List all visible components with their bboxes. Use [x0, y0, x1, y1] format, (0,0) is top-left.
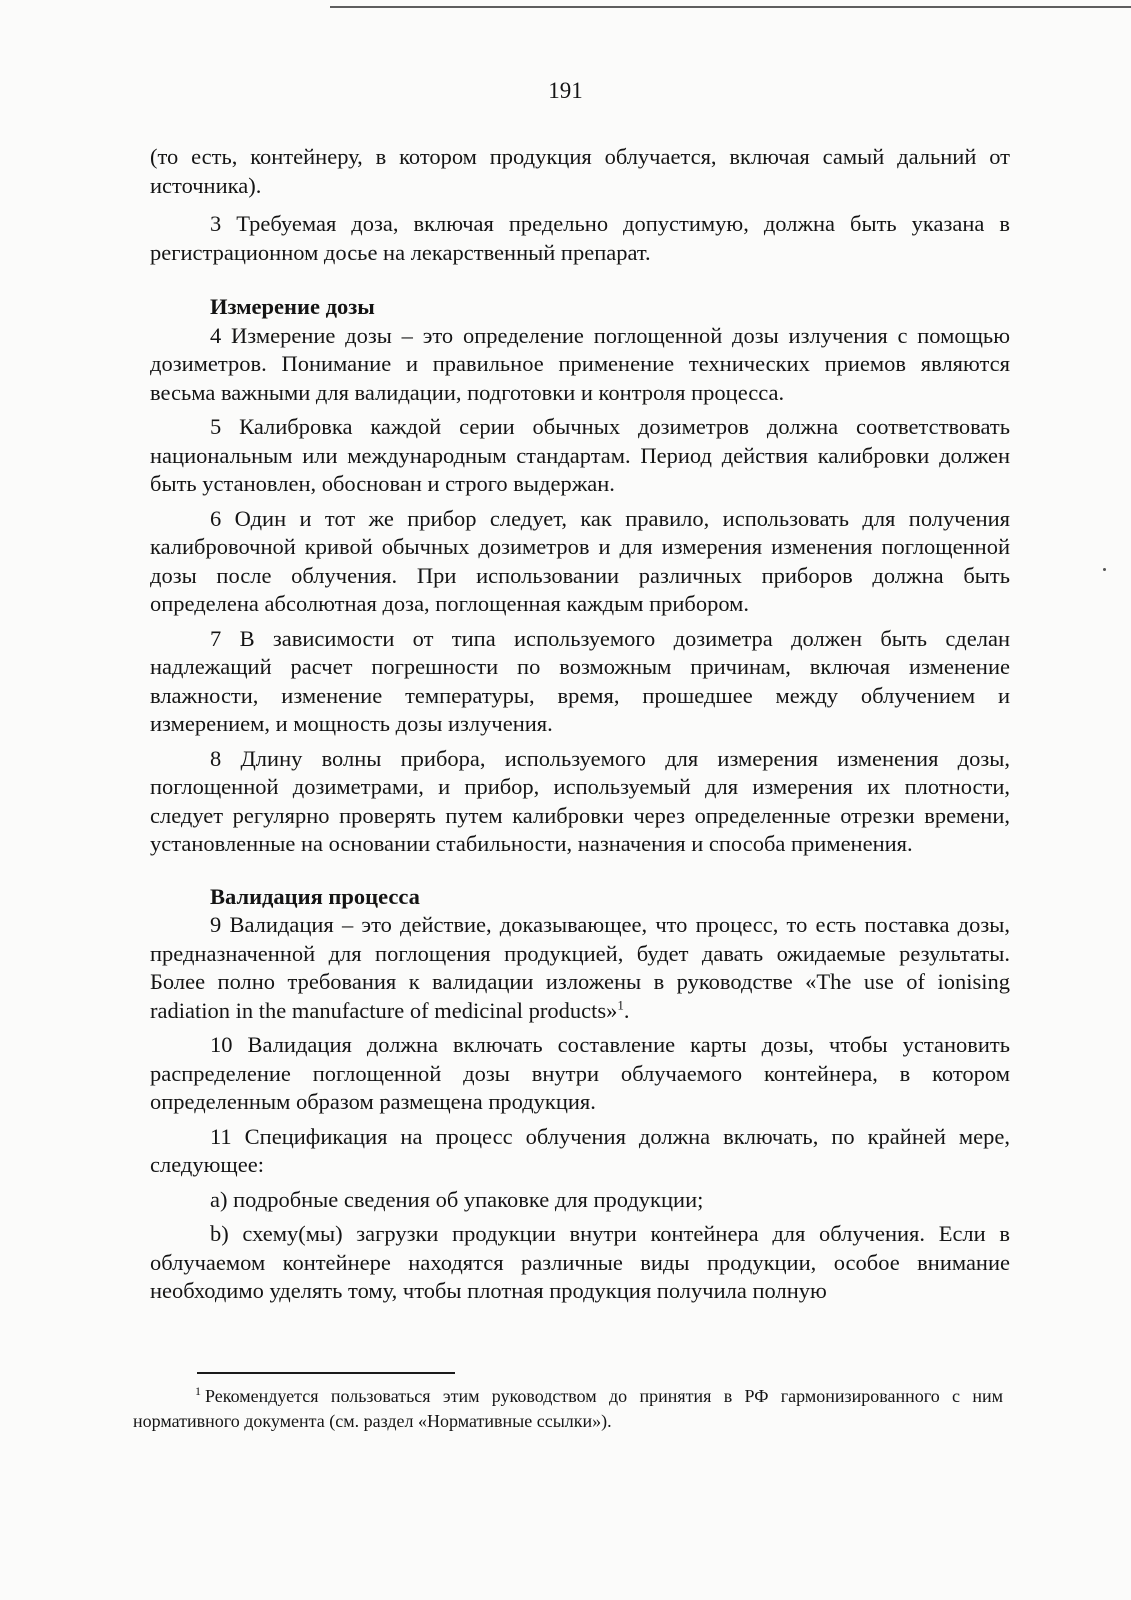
paragraph-8: 8 Длину волны прибора, используемого для измерения изменения дозы, поглощенной дозиметрами, и прибор, используемый для измерения их плотности, следует регулярно проверять путем калибровки через определенные отрезки времени, установленные на основании стабильности, назначения и способа применения. — [150, 745, 1010, 856]
footnote — [133, 1384, 1003, 1434]
page-number: 191 — [548, 78, 583, 103]
top-border-line — [330, 6, 1131, 8]
paragraph-9 — [150, 911, 1010, 1025]
footnote-reference: 1 — [617, 997, 624, 1012]
paragraph-5: 5 Калибровка каждой серии обычных дозиметров должна соответствовать национальным или международным стандартам. Период действия калибровки должен быть установлен, обоснован и строго выдержан. — [150, 414, 1010, 496]
paragraph-3: 3 Требуемая доза, включая предельно допустимую, должна быть указана в регистрационном досье на лекарственный препарат. — [150, 211, 1010, 265]
paragraph-9-end: . — [623, 997, 630, 1023]
paragraph-11: 11 Спецификация на процесс облучения должна включать, по крайней мере, следующее: — [150, 1123, 1010, 1177]
paragraph-9-text: 9 Валидация – это действие, доказывающее, что процесс, то есть поставка дозы, предназначенной для поглощения продукцией, будет давать ожидаемые результаты. Более полно требования к валидации изложены в руководстве «The use of ionising radiation in the manufacture of medicinal products» — [150, 912, 1010, 1023]
paragraph-4: 4 Измерение дозы – это определение поглощенной дозы излучения с помощью дозиметров. Понимание и правильное применение технических приемов являются весьма важными для валидации, подготовки и контроля процесса. — [150, 322, 1010, 405]
list-item-a: а) подробные сведения об упаковке для продукции; — [210, 1186, 704, 1212]
scan-speck — [1103, 568, 1106, 571]
heading-process-validation: Валидация процесса — [210, 883, 420, 909]
paragraph-continuation: (то есть, контейнеру, в котором продукция облучается, включая самый дальний от источника). — [150, 144, 1010, 198]
list-item-b: b) схему(мы) загрузки продукции внутри контейнера для облучения. Если в облучаемом контейнере находятся различные виды продукции, особое внимание необходимо уделять тому, чтобы плотная продукция получила полную — [150, 1221, 1010, 1303]
heading-dose-measurement: Измерение дозы — [210, 294, 375, 319]
document-body — [150, 143, 1010, 1306]
footnote-mark: 1 — [195, 1384, 201, 1398]
footnote-text: Рекомендуется пользоваться этим руководством до принятия в РФ гармонизированного с ним нормативного документа (см. раздел «Нормативные ссылки»). — [133, 1386, 1003, 1431]
paragraph-10: 10 Валидация должна включать составление карты дозы, чтобы установить распределение поглощенной дозы внутри облучаемого контейнера, в котором определенным образом размещена продукция. — [150, 1032, 1010, 1114]
paragraph-6: 6 Один и тот же прибор следует, как правило, использовать для получения калибровочной кривой обычных дозиметров и для измерения изменения поглощенной дозы после облучения. При использовании различных приборов должна быть определена абсолютная доза, поглощенная каждым прибором. — [150, 505, 1010, 616]
footnote-separator — [197, 1372, 455, 1374]
paragraph-7: 7 В зависимости от типа используемого дозиметра должен быть сделан надлежащий расчет погрешности по возможным причинам, включая изменение влажности, изменение температуры, время, прошедшее между облучением и измерением, и мощность дозы излучения. — [150, 625, 1010, 736]
